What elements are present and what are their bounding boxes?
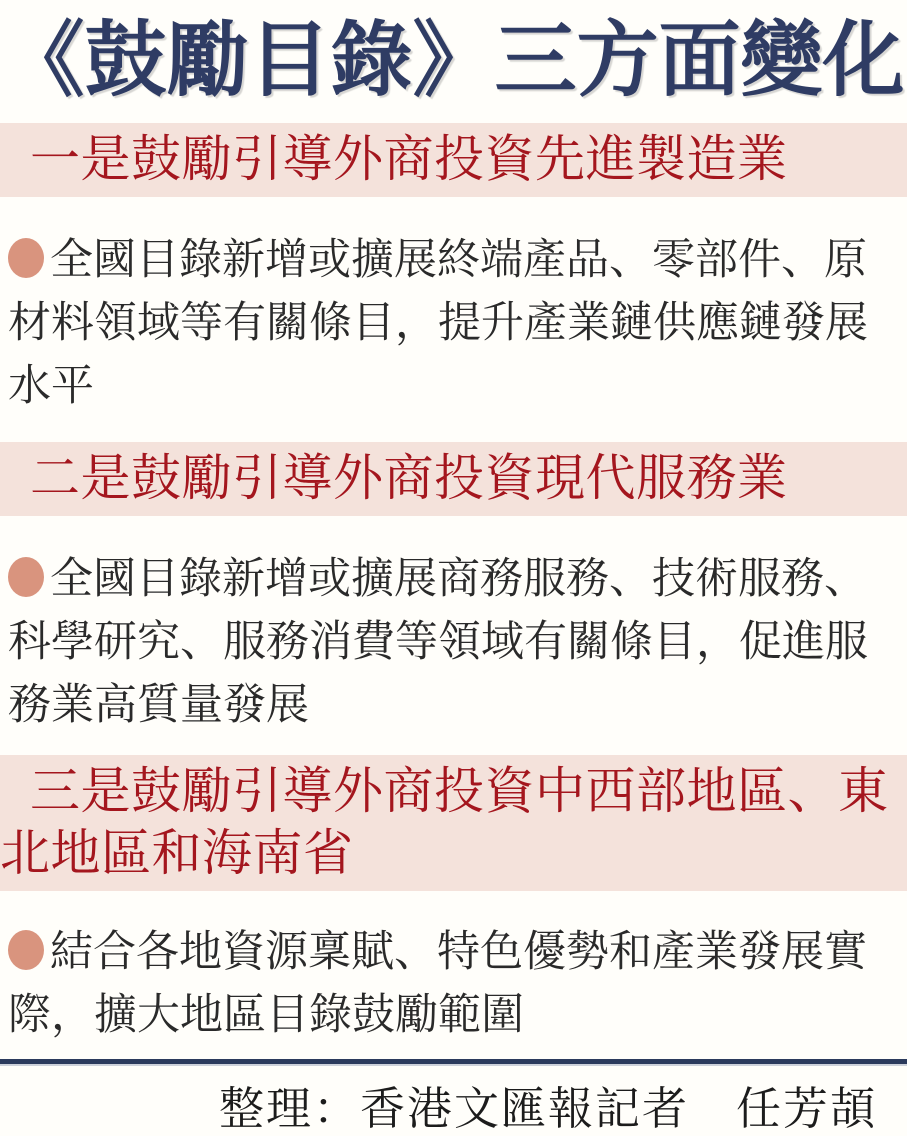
section-2-heading: 二是鼓勵引導外商投資現代服務業	[30, 449, 788, 506]
section-2-body	[8, 548, 903, 737]
salmon-dot-icon	[8, 557, 44, 597]
section-3-body	[8, 921, 903, 1047]
salmon-dot-icon	[8, 238, 44, 278]
page-title: 《鼓勵目錄》三方面變化	[2, 15, 905, 106]
section-1-body	[8, 229, 903, 418]
section-1-heading: 一是鼓勵引導外商投資先進製造業	[30, 130, 788, 187]
footer-credit: 整理：香港文匯報記者 任芳頡	[218, 1083, 877, 1134]
section-3-heading: 三是鼓勵引導外商投資中西部地區、東北地區和海南省	[0, 762, 889, 881]
section-2-body-text: 全國目錄新增或擴展商務服務、技術服務、科學研究、服務消費等領域有關條目，促進服務業高質量發展	[8, 554, 868, 729]
section-3-heading-band	[0, 755, 907, 891]
section-2-heading-band	[0, 442, 907, 516]
section-1-heading-band	[0, 123, 907, 197]
section-1-body-text: 全國目錄新增或擴展終端產品、零部件、原材料領域等有關條目，提升產業鏈供應鏈發展水平	[8, 235, 868, 410]
divider-line	[0, 1059, 907, 1066]
salmon-dot-icon	[8, 930, 44, 970]
section-3-body-text: 結合各地資源稟賦、特色優勢和產業發展實際，擴大地區目錄鼓勵範圍	[8, 927, 867, 1039]
